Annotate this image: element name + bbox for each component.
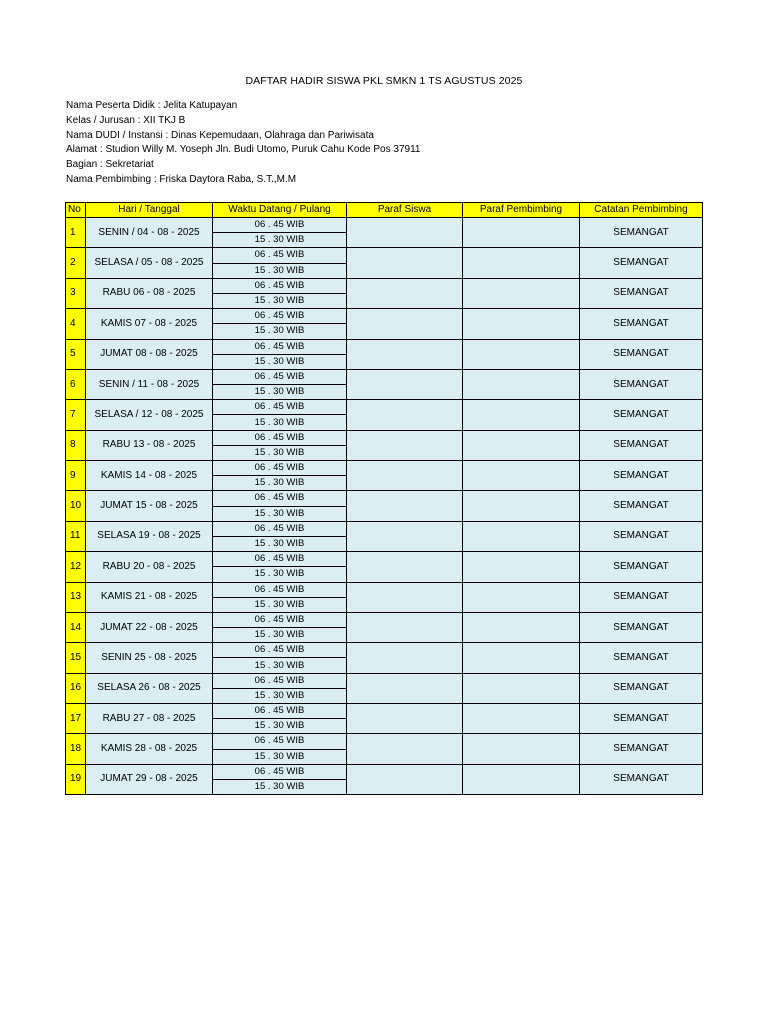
- supervisor-signature-cell[interactable]: [463, 218, 580, 248]
- row-day-date: SELASA / 05 - 08 - 2025: [86, 248, 213, 278]
- student-signature-cell[interactable]: [347, 430, 463, 460]
- supervisor-signature-cell[interactable]: [463, 582, 580, 612]
- row-number: 16: [66, 673, 86, 703]
- header-student-signature: Paraf Siswa: [347, 203, 463, 218]
- supervisor-note-cell: SEMANGAT: [580, 704, 703, 734]
- departure-time-cell: 15 . 30 WIB: [213, 476, 347, 491]
- row-number: 6: [66, 369, 86, 399]
- supervisor-signature-cell[interactable]: [463, 552, 580, 582]
- table-row: [66, 643, 703, 658]
- supervisor-signature-cell[interactable]: [463, 734, 580, 764]
- supervisor-signature-cell[interactable]: [463, 309, 580, 339]
- table-row: [66, 218, 703, 233]
- supervisor-signature-cell[interactable]: [463, 461, 580, 491]
- arrival-time-cell: 06 . 45 WIB: [213, 491, 347, 506]
- row-day-date: RABU 27 - 08 - 2025: [86, 704, 213, 734]
- row-number: 3: [66, 278, 86, 308]
- supervisor-signature-cell[interactable]: [463, 521, 580, 551]
- supervisor-signature-cell[interactable]: [463, 612, 580, 642]
- supervisor-note-cell: SEMANGAT: [580, 673, 703, 703]
- row-day-date: JUMAT 15 - 08 - 2025: [86, 491, 213, 521]
- attendance-table: [65, 202, 703, 795]
- arrival-time-cell: 06 . 45 WIB: [213, 764, 347, 779]
- row-number: 8: [66, 430, 86, 460]
- row-number: 15: [66, 643, 86, 673]
- supervisor-note-cell: SEMANGAT: [580, 218, 703, 248]
- row-day-date: JUMAT 29 - 08 - 2025: [86, 764, 213, 794]
- supervisor-note-cell: SEMANGAT: [580, 734, 703, 764]
- table-row: [66, 612, 703, 627]
- table-row: [66, 673, 703, 688]
- arrival-time-cell: 06 . 45 WIB: [213, 461, 347, 476]
- student-signature-cell[interactable]: [347, 248, 463, 278]
- address-line: Alamat : Studion Willy M. Yoseph Jln. Budi Utomo, Puruk Cahu Kode Pos 37911: [66, 144, 421, 156]
- supervisor-note-cell: SEMANGAT: [580, 491, 703, 521]
- table-row: [66, 552, 703, 567]
- supervisor-note-cell: SEMANGAT: [580, 430, 703, 460]
- student-signature-cell[interactable]: [347, 764, 463, 794]
- table-row: [66, 491, 703, 506]
- table-row: [66, 704, 703, 719]
- header-day-date: Hari / Tanggal: [86, 203, 213, 218]
- row-day-date: JUMAT 08 - 08 - 2025: [86, 339, 213, 369]
- student-info-block: [66, 99, 420, 188]
- student-signature-cell[interactable]: [347, 673, 463, 703]
- supervisor-note-cell: SEMANGAT: [580, 643, 703, 673]
- row-number: 2: [66, 248, 86, 278]
- arrival-time-cell: 06 . 45 WIB: [213, 521, 347, 536]
- row-day-date: JUMAT 22 - 08 - 2025: [86, 612, 213, 642]
- row-number: 5: [66, 339, 86, 369]
- arrival-time-cell: 06 . 45 WIB: [213, 673, 347, 688]
- table-row: [66, 521, 703, 536]
- supervisor-note-cell: SEMANGAT: [580, 309, 703, 339]
- row-number: 13: [66, 582, 86, 612]
- supervisor-signature-cell[interactable]: [463, 491, 580, 521]
- supervisor-note-cell: SEMANGAT: [580, 764, 703, 794]
- departure-time-cell: 15 . 30 WIB: [213, 719, 347, 734]
- supervisor-signature-cell[interactable]: [463, 673, 580, 703]
- student-signature-cell[interactable]: [347, 734, 463, 764]
- table-row: [66, 582, 703, 597]
- table-row: [66, 461, 703, 476]
- departure-time-cell: 15 . 30 WIB: [213, 658, 347, 673]
- student-signature-cell[interactable]: [347, 521, 463, 551]
- supervisor-signature-cell[interactable]: [463, 430, 580, 460]
- departure-time-cell: 15 . 30 WIB: [213, 354, 347, 369]
- arrival-time-cell: 06 . 45 WIB: [213, 309, 347, 324]
- student-signature-cell[interactable]: [347, 582, 463, 612]
- student-signature-cell[interactable]: [347, 552, 463, 582]
- table-row: [66, 309, 703, 324]
- departure-time-cell: 15 . 30 WIB: [213, 293, 347, 308]
- student-signature-cell[interactable]: [347, 400, 463, 430]
- document-title: DAFTAR HADIR SISWA PKL SMKN 1 TS AGUSTUS 2025: [245, 75, 523, 87]
- supervisor-note-cell: SEMANGAT: [580, 339, 703, 369]
- departure-time-cell: 15 . 30 WIB: [213, 779, 347, 794]
- supervisor-signature-cell[interactable]: [463, 764, 580, 794]
- supervisor-signature-cell[interactable]: [463, 400, 580, 430]
- supervisor-note-cell: SEMANGAT: [580, 461, 703, 491]
- row-day-date: RABU 20 - 08 - 2025: [86, 552, 213, 582]
- row-day-date: SENIN / 04 - 08 - 2025: [86, 218, 213, 248]
- student-signature-cell[interactable]: [347, 612, 463, 642]
- departure-time-cell: 15 . 30 WIB: [213, 628, 347, 643]
- arrival-time-cell: 06 . 45 WIB: [213, 400, 347, 415]
- table-row: [66, 339, 703, 354]
- departure-time-cell: 15 . 30 WIB: [213, 385, 347, 400]
- row-number: 10: [66, 491, 86, 521]
- departure-time-cell: 15 . 30 WIB: [213, 263, 347, 278]
- row-number: 12: [66, 552, 86, 582]
- department-line: Bagian : Sekretariat: [66, 159, 154, 171]
- row-day-date: KAMIS 14 - 08 - 2025: [86, 461, 213, 491]
- row-number: 7: [66, 400, 86, 430]
- header-supervisor-signature: Paraf Pembimbing: [463, 203, 580, 218]
- departure-time-cell: 15 . 30 WIB: [213, 324, 347, 339]
- table-row: [66, 764, 703, 779]
- departure-time-cell: 15 . 30 WIB: [213, 749, 347, 764]
- student-signature-cell[interactable]: [347, 339, 463, 369]
- student-signature-cell[interactable]: [347, 309, 463, 339]
- row-day-date: KAMIS 21 - 08 - 2025: [86, 582, 213, 612]
- departure-time-cell: 15 . 30 WIB: [213, 597, 347, 612]
- row-day-date: SELASA / 12 - 08 - 2025: [86, 400, 213, 430]
- departure-time-cell: 15 . 30 WIB: [213, 233, 347, 248]
- table-header-row: [66, 203, 703, 218]
- supervisor-note-cell: SEMANGAT: [580, 612, 703, 642]
- supervisor-note-cell: SEMANGAT: [580, 582, 703, 612]
- supervisor-note-cell: SEMANGAT: [580, 552, 703, 582]
- arrival-time-cell: 06 . 45 WIB: [213, 552, 347, 567]
- table-row: [66, 734, 703, 749]
- supervisor-note-cell: SEMANGAT: [580, 248, 703, 278]
- row-day-date: RABU 06 - 08 - 2025: [86, 278, 213, 308]
- row-number: 17: [66, 704, 86, 734]
- arrival-time-cell: 06 . 45 WIB: [213, 278, 347, 293]
- row-day-date: SELASA 26 - 08 - 2025: [86, 673, 213, 703]
- departure-time-cell: 15 . 30 WIB: [213, 445, 347, 460]
- row-number: 4: [66, 309, 86, 339]
- supervisor-signature-cell[interactable]: [463, 278, 580, 308]
- arrival-time-cell: 06 . 45 WIB: [213, 248, 347, 263]
- supervisor-signature-cell[interactable]: [463, 643, 580, 673]
- row-number: 19: [66, 764, 86, 794]
- row-number: 18: [66, 734, 86, 764]
- supervisor-signature-cell[interactable]: [463, 248, 580, 278]
- table-row: [66, 400, 703, 415]
- supervisor-signature-cell[interactable]: [463, 369, 580, 399]
- supervisor-signature-cell[interactable]: [463, 339, 580, 369]
- departure-time-cell: 15 . 30 WIB: [213, 536, 347, 551]
- student-signature-cell[interactable]: [347, 704, 463, 734]
- row-day-date: SELASA 19 - 08 - 2025: [86, 521, 213, 551]
- supervisor-note-cell: SEMANGAT: [580, 278, 703, 308]
- student-signature-cell[interactable]: [347, 461, 463, 491]
- header-no: No: [66, 203, 86, 218]
- student-signature-cell[interactable]: [347, 278, 463, 308]
- student-signature-cell[interactable]: [347, 491, 463, 521]
- supervisor-note-cell: SEMANGAT: [580, 400, 703, 430]
- arrival-time-cell: 06 . 45 WIB: [213, 704, 347, 719]
- departure-time-cell: 15 . 30 WIB: [213, 415, 347, 430]
- supervisor-note-cell: SEMANGAT: [580, 521, 703, 551]
- row-number: 9: [66, 461, 86, 491]
- student-name-line: Nama Peserta Didik : Jelita Katupayan: [66, 100, 238, 111]
- departure-time-cell: 15 . 30 WIB: [213, 567, 347, 582]
- student-signature-cell[interactable]: [347, 369, 463, 399]
- header-arrival-departure: Waktu Datang / Pulang: [213, 203, 347, 218]
- class-major-line: Kelas / Jurusan : XII TKJ B: [66, 114, 186, 126]
- arrival-time-cell: 06 . 45 WIB: [213, 734, 347, 749]
- supervisor-note-cell: SEMANGAT: [580, 369, 703, 399]
- arrival-time-cell: 06 . 45 WIB: [213, 369, 347, 384]
- supervisor-signature-cell[interactable]: [463, 704, 580, 734]
- table-row: [66, 248, 703, 263]
- row-day-date: SENIN 25 - 08 - 2025: [86, 643, 213, 673]
- supervisor-line: Nama Pembimbing : Friska Daytora Raba, S.T.,M.M: [66, 173, 297, 185]
- row-number: 14: [66, 612, 86, 642]
- row-day-date: RABU 13 - 08 - 2025: [86, 430, 213, 460]
- row-day-date: KAMIS 07 - 08 - 2025: [86, 309, 213, 339]
- institution-line: Nama DUDI / Instansi : Dinas Kepemudaan, Olahraga dan Pariwisata: [66, 129, 374, 141]
- departure-time-cell: 15 . 30 WIB: [213, 688, 347, 703]
- arrival-time-cell: 06 . 45 WIB: [213, 582, 347, 597]
- arrival-time-cell: 06 . 45 WIB: [213, 612, 347, 627]
- student-signature-cell[interactable]: [347, 218, 463, 248]
- arrival-time-cell: 06 . 45 WIB: [213, 430, 347, 445]
- arrival-time-cell: 06 . 45 WIB: [213, 339, 347, 354]
- attendance-table-body: [66, 218, 703, 795]
- table-row: [66, 430, 703, 445]
- arrival-time-cell: 06 . 45 WIB: [213, 218, 347, 233]
- student-signature-cell[interactable]: [347, 643, 463, 673]
- table-row: [66, 369, 703, 384]
- departure-time-cell: 15 . 30 WIB: [213, 506, 347, 521]
- header-supervisor-notes: Catatan Pembimbing: [580, 203, 703, 218]
- row-number: 11: [66, 521, 86, 551]
- table-row: [66, 278, 703, 293]
- arrival-time-cell: 06 . 45 WIB: [213, 643, 347, 658]
- row-number: 1: [66, 218, 86, 248]
- row-day-date: KAMIS 28 - 08 - 2025: [86, 734, 213, 764]
- row-day-date: SENIN / 11 - 08 - 2025: [86, 369, 213, 399]
